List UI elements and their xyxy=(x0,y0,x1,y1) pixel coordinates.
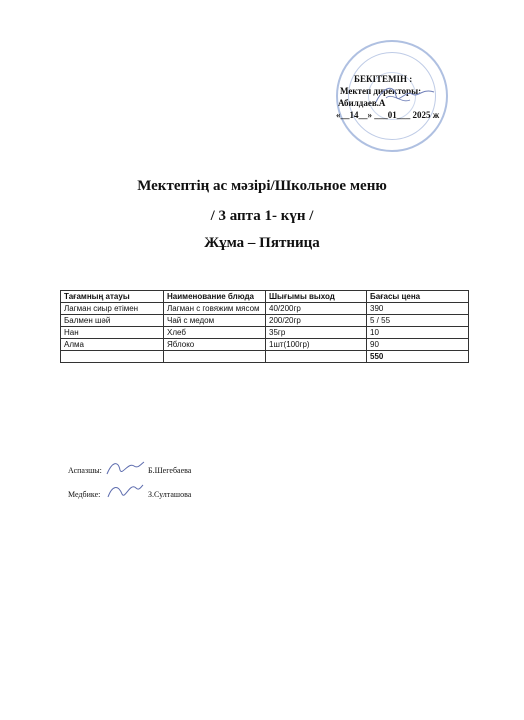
cell xyxy=(266,351,367,363)
cell: 390 xyxy=(367,303,469,315)
cell: Чай с медом xyxy=(164,315,266,327)
table-total-row xyxy=(61,351,469,363)
cell xyxy=(164,351,266,363)
cell: Лагман с говяжим мясом xyxy=(164,303,266,315)
total-value: 550 xyxy=(367,351,469,363)
nurse-name: З.Султашова xyxy=(148,490,192,499)
cell: 90 xyxy=(367,339,469,351)
week-day-subtitle: / 3 апта 1- күн / xyxy=(210,208,314,224)
table-row xyxy=(61,315,469,327)
menu-table xyxy=(60,290,469,363)
table-row xyxy=(61,339,469,351)
approval-date: «__14__» ___01___ 2025 ж xyxy=(336,110,440,120)
approval-position: Мектеп директоры: xyxy=(340,86,422,96)
table-row xyxy=(61,303,469,315)
cell: 200/20гр xyxy=(266,315,367,327)
header-price: Бағасы цена xyxy=(367,291,469,303)
cook-name: Б.Шегебаева xyxy=(148,466,192,475)
cell: Балмен шәй xyxy=(61,315,164,327)
cook-signature xyxy=(104,456,146,480)
cell: 40/200гр xyxy=(266,303,367,315)
table-header-row xyxy=(61,291,469,303)
header-kk-name: Тағамның атауы xyxy=(61,291,164,303)
cell: Алма xyxy=(61,339,164,351)
director-signature xyxy=(372,82,438,108)
cell: Лагман сиыр етімен xyxy=(61,303,164,315)
cell: Нан xyxy=(61,327,164,339)
cell: 10 xyxy=(367,327,469,339)
cell: Яблоко xyxy=(164,339,266,351)
cell: 5 / 55 xyxy=(367,315,469,327)
approval-heading: БЕКІТЕМІН : xyxy=(354,74,413,84)
menu-title: Мектептің ас мәзірі/Школьное меню xyxy=(137,178,387,194)
cell: 35гр xyxy=(266,327,367,339)
cell: 1шт(100гр) xyxy=(266,339,367,351)
approval-name: Абилдаев.А xyxy=(338,98,386,108)
cell xyxy=(61,351,164,363)
nurse-label: Медбике: xyxy=(68,490,101,499)
weekday-title: Жұма – Пятница xyxy=(204,235,320,251)
header-portion: Шығымы выход xyxy=(266,291,367,303)
cook-label: Аспазшы: xyxy=(68,466,102,475)
nurse-signature xyxy=(104,478,144,502)
header-ru-name: Наименование блюда xyxy=(164,291,266,303)
cell: Хлеб xyxy=(164,327,266,339)
table-row xyxy=(61,327,469,339)
